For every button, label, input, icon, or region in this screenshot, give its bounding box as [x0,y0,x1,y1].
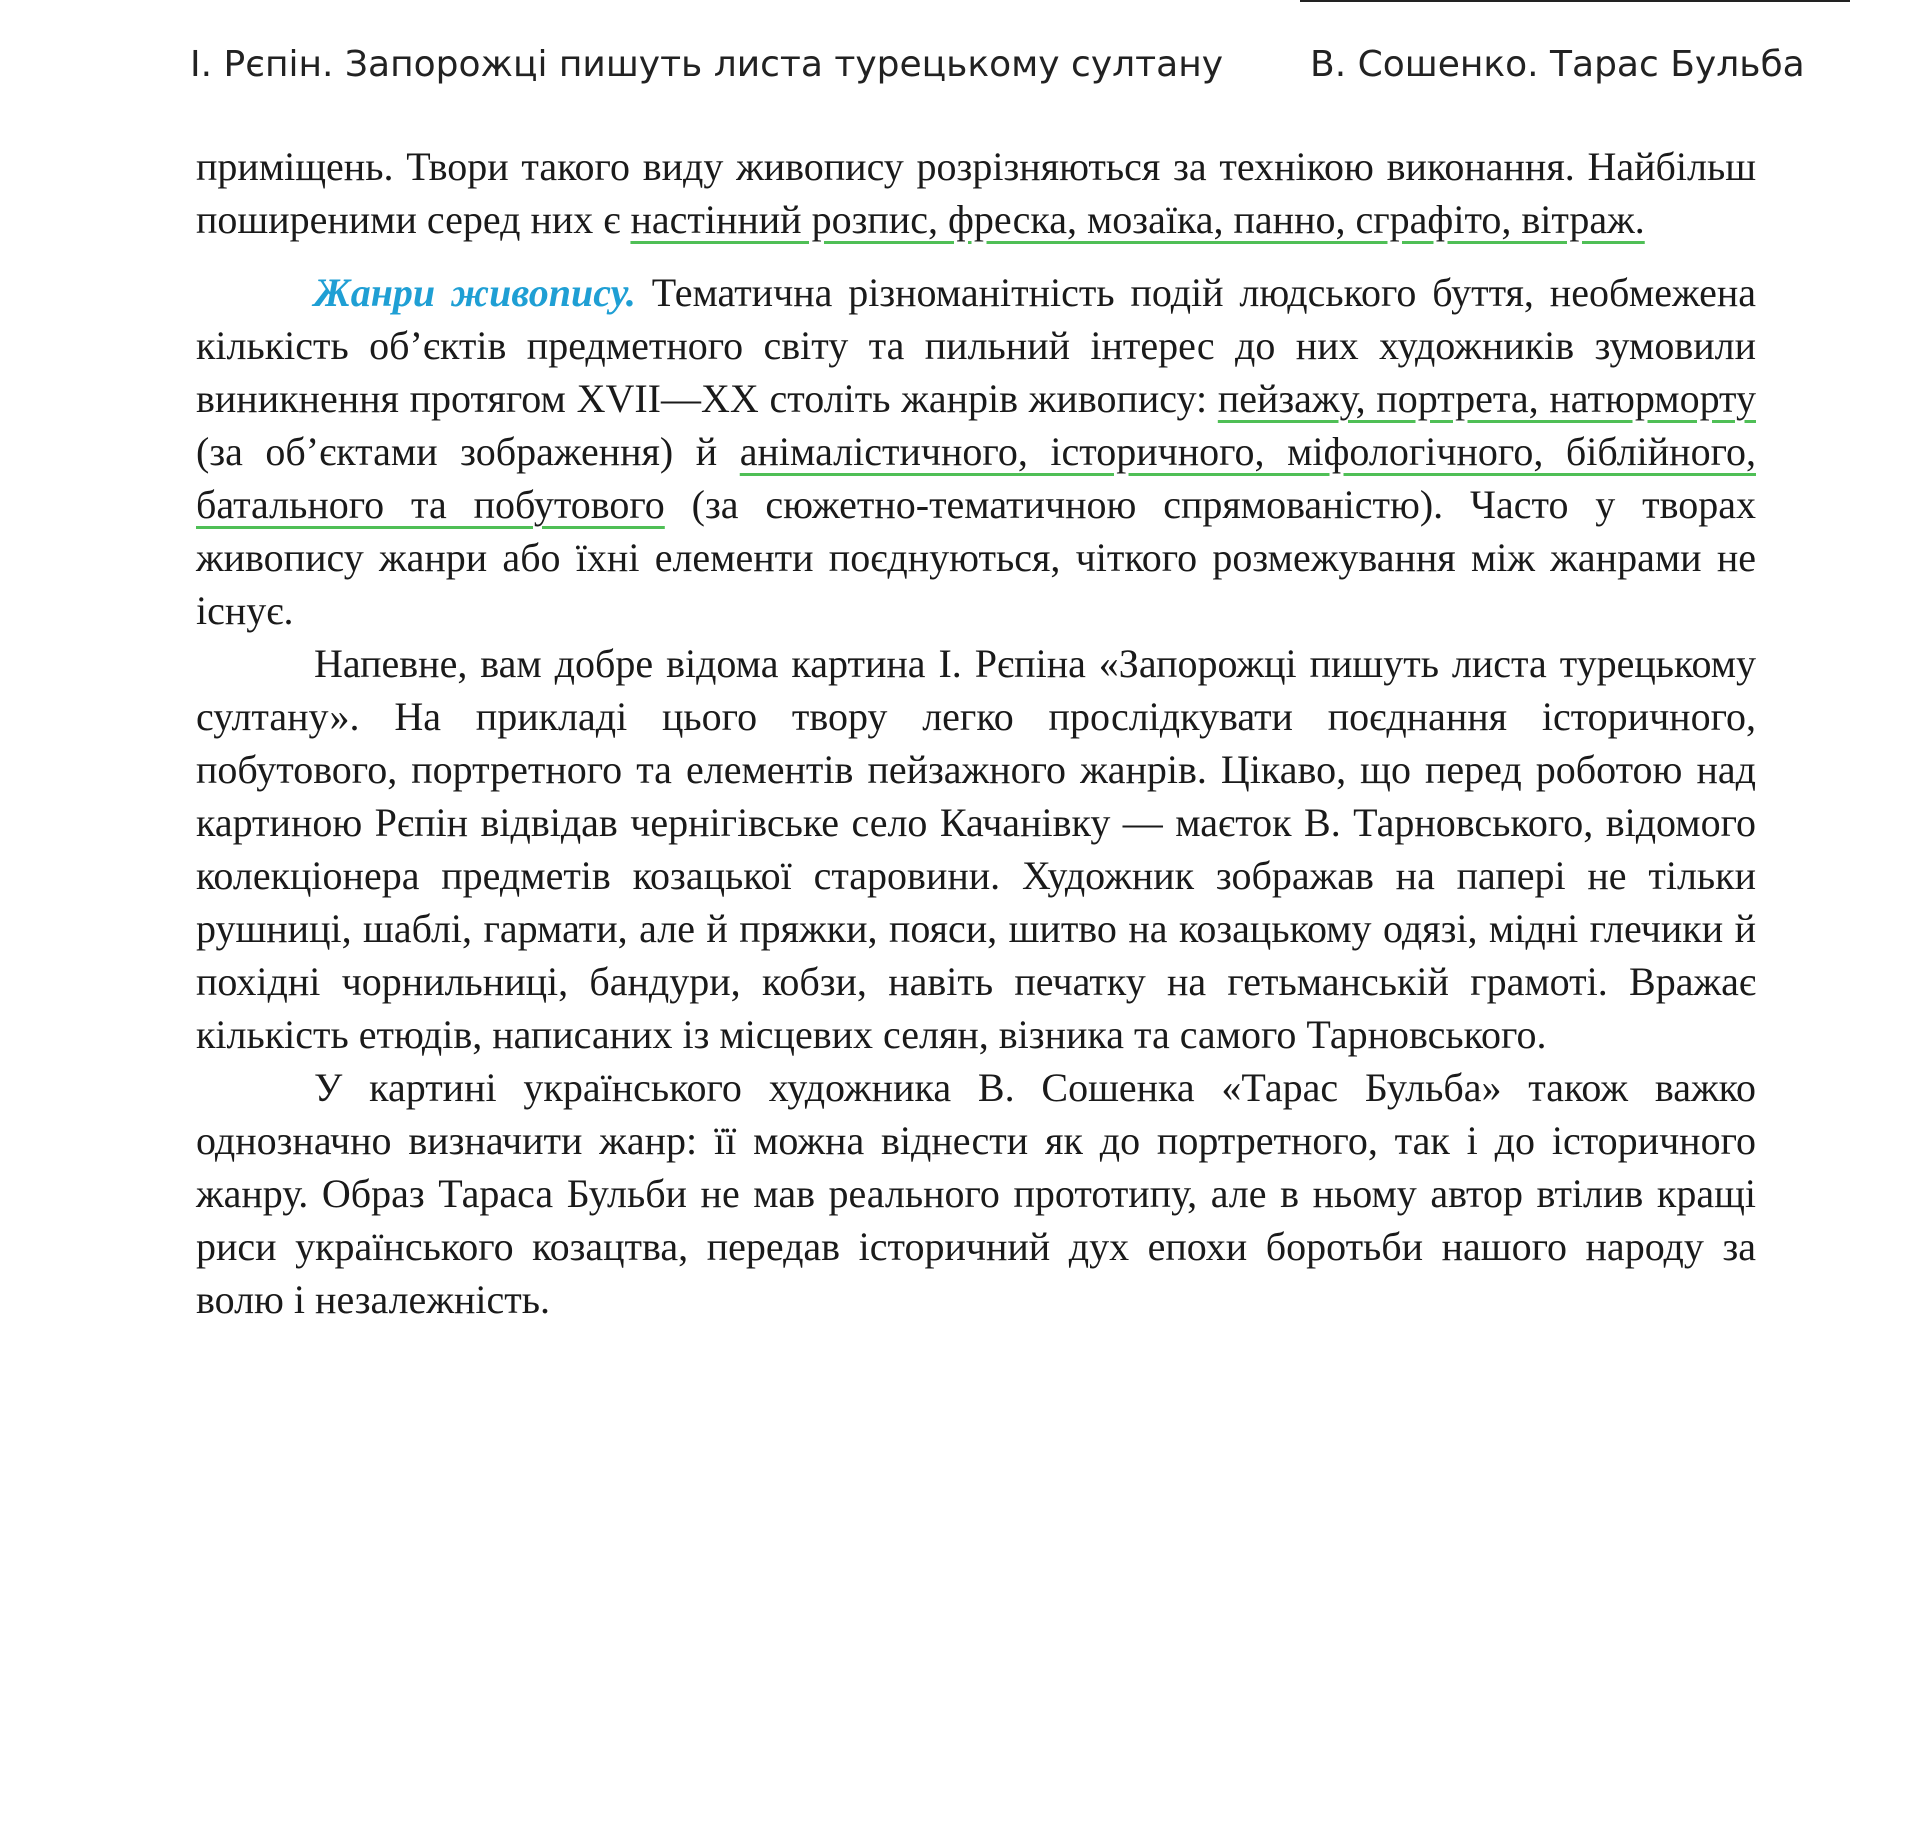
paragraph-soshenko: У картині українського художника В. Сошенка «Тарас Бульба» також важко однозначно визначити жанр: її можна віднести як до портретного, так і до історичного жанру. Образ Тараса Бульби не мав реального прототипу, але в ньому автор втілив кращі риси українського козацтва, передав історичний дух епохи боротьби нашого народу за волю і незалежність. [196,1065,1756,1322]
section-heading: Жанри живопису. [314,270,636,315]
paragraph-text: Тематична різноманітність подій людського буття, необмежена кількість об’єктів предметного світу та пильний інтерес до них художників зумовили виникнення протягом XVII—XX століть жанрів живопису: [196,270,1756,421]
image-captions [190,44,1805,104]
highlighted-techniques: настінний розпис, фреска, мозаїка, панно, сграфіто, вітраж. [630,197,1645,242]
paragraph-genres [196,266,1756,637]
caption-soshenko: В. Сошенко. Тарас Бульба [1310,44,1805,85]
highlighted-object-genres: пейзажу, портрета, натюрморту [1217,376,1756,421]
body-text [196,140,1756,1326]
paragraph-text: приміщень. Твори такого виду живопису розрізняються за технікою виконання. Найбільш поширеними серед них є [196,144,1756,242]
highlighted-theme-genres: анімалістичного, історичного, міфологічного, біблійного, батального та побутового [196,429,1756,527]
paragraph-repin: Напевне, вам добре відома картина І. Рєпіна «Запорожці пишуть листа турецькому султану». На прикладі цього твору легко прослідкувати поєднання історичного, побутового, портретного та елементів пейзажного жанрів. Цікаво, що перед роботою над картиною Рєпін відвідав чернігівське село Качанівку — маєток В. Тарновського, відомого колекціонера предметів козацької старовини. Художник зображав на папері не тільки рушниці, шаблі, гармати, але й пряжки, пояси, шитво на козацькому одязі, мідні глечики й похідні чорнильниці, бандури, кобзи, навіть печатку на гетьманській грамоті. Вражає кількість етюдів, написаних із місцевих селян, візника та самого Тарновського. [196,641,1756,1057]
top-rule [1300,0,1850,2]
paragraph-techniques [196,140,1756,246]
caption-repin: І. Рєпін. Запорожці пишуть листа турецькому султану [190,44,1224,85]
paragraph-text: (за сюжетно-тематичною спрямованістю). Часто у творах живопису жанри або їхні елементи поєднуються, чіткого розмежування між жанрами не існує. [196,482,1756,633]
paragraph-text: (за об’єктами зображення) й [196,429,740,474]
